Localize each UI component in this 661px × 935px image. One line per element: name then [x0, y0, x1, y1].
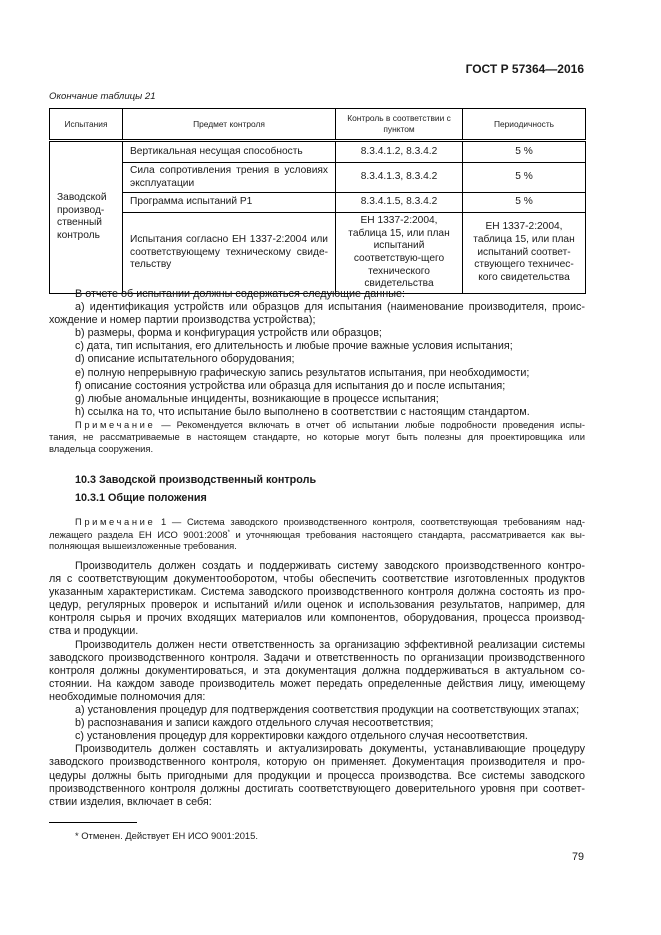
note-1 — [49, 516, 585, 551]
text-line: Производитель должен нести ответственность за организацию эффективной реализации системы — [75, 638, 585, 651]
subsection-heading: 10.3.1 Общие положения — [75, 492, 207, 504]
clause-cell: 8.3.4.1.3, 8.3.4.2 — [336, 163, 463, 193]
text-line: b) распознавания и записи каждого отдельного случая несоответствия; — [75, 717, 434, 730]
note-line: полняющая вышеизложенные требования. — [49, 539, 237, 551]
note-label: Примечание — [75, 516, 156, 527]
note-text: и уточняющая требования настоящего стандарта, рассматривается как вы- — [229, 528, 586, 540]
period-cell: ЕН 1337-2:2004, таблица 15, или план испытаний соответ-ствующего техничес-кого свидетельства — [463, 213, 586, 294]
section-heading: 10.3 Заводской производственный контроль — [75, 474, 317, 486]
subject-cell: Испытания согласно ЕН 1337-2:2004 или соответствующему техническому свиде-тельству — [123, 213, 336, 294]
text-line: указанным характеристикам. Система заводского производственного контроля должна состоять из про- — [49, 586, 585, 599]
text-line: a) идентификация устройств или образцов для испытания (наименование производителя, проис- — [75, 301, 585, 314]
text-line: c) установления процедур для корректировки каждого отдельного случая несоответствия. — [75, 730, 528, 743]
subject-cell: Вертикальная несущая способность — [123, 141, 336, 163]
text-line: стоянии. На каждом заводе производитель может передать определенные действия лицу, имеющему — [49, 677, 585, 690]
period-cell: 5 % — [463, 193, 586, 213]
text-line: Производитель должен составлять и актуализировать документы, устанавливающие процедуру — [75, 743, 585, 756]
text-line: заводского производственного контроля. Задачи и ответственность по организации производственного — [49, 651, 585, 664]
note-line — [49, 528, 585, 540]
report-contents-list — [49, 288, 585, 419]
note-label: Примечание — [75, 419, 156, 430]
text-line: Производитель должен создать и поддерживать систему заводского производственного контро- — [75, 560, 585, 572]
note-line: тания, не рассматриваемые в настоящем стандарте, но которые могут быть полезны для проектировщика или — [49, 430, 585, 442]
text-line: ля с соответствующим документооборотом, чтобы обеспечить соответствие изготовленных продуктов — [49, 573, 585, 586]
text-line: g) любые аномальные инциденты, возникающие в процессе испытания; — [75, 392, 439, 405]
document-code-header: ГОСТ Р 57364—2016 — [465, 62, 584, 76]
text-line: ствии изделия, включает в себя: — [49, 795, 212, 808]
table-header-row — [50, 109, 586, 141]
footnote-marker: * — [227, 529, 230, 536]
text-line: h) ссылка на то, что испытание было выполнено в соответствии с настоящим стандартом. — [75, 405, 530, 418]
text-line: d) описание испытательного оборудования; — [75, 353, 295, 366]
clause-cell: 8.3.4.1.5, 8.3.4.2 — [336, 193, 463, 213]
footnote: * Отменен. Действует ЕН ИСО 9001:2015. — [75, 830, 258, 841]
column-header: Испытания — [50, 109, 123, 141]
footnote-divider — [49, 822, 137, 823]
group-label-cell: Заводской производ-ственный контроль — [50, 141, 123, 294]
note-line: владельца сооружения. — [49, 442, 154, 454]
period-cell: 5 % — [463, 163, 586, 193]
text-line: необходимые полномочия для: — [49, 690, 206, 703]
text-line: b) размеры, форма и конфигурация устройств или образцов; — [75, 327, 382, 340]
text-line: c) дата, тип испытания, его длительность и любые прочие важные условия испытания; — [75, 340, 513, 353]
note-line — [49, 419, 585, 431]
control-table — [49, 108, 586, 294]
page-number: 79 — [571, 851, 584, 863]
text-line: цедур, регулярных проверок и испытаний и/или оценок и использования результатов, например, для — [49, 599, 585, 612]
text-line: В отчете об испытании должны содержаться следующие данные: — [75, 288, 405, 300]
text-line: контроля должны документироваться, и эта документация должна поддерживаться в актуальном со- — [49, 664, 585, 677]
clause-cell: 8.3.4.1.2, 8.3.4.2 — [336, 141, 463, 163]
column-header: Контроль в соответствии с пунктом — [336, 109, 463, 141]
subject-cell: Программа испытаний Р1 — [123, 193, 336, 213]
note-text: 1 — Система заводского производственного контроля, соответствующая требованиям над- — [155, 516, 585, 527]
table-row — [50, 193, 586, 213]
text-line: хождение и номер партии производства устройства); — [49, 314, 316, 327]
column-header: Периодичность — [463, 109, 586, 141]
note-text: — Рекомендуется включать в отчет об испытании любые подробности проведения испы- — [155, 419, 585, 430]
table-row — [50, 141, 586, 163]
text-line: ства и продукции. — [49, 625, 139, 638]
subject-cell: Сила сопротивления трения в условиях эксплуатации — [123, 163, 336, 193]
note-line — [49, 516, 585, 528]
text-line: a) установления процедур для подтверждения соответствия продукции на соответствующих этапах; — [75, 704, 580, 717]
body-text — [49, 560, 585, 809]
note — [49, 419, 585, 454]
text-line: e) полную непрерывную графическую запись результатов испытания, при необходимости; — [75, 366, 530, 379]
text-line: производственного контроля должны достигать соответствующего доверительного уровня при соответ- — [49, 782, 585, 795]
period-cell: 5 % — [463, 141, 586, 163]
table-caption: Окончание таблицы 21 — [49, 91, 156, 102]
table-row — [50, 163, 586, 193]
clause-cell: ЕН 1337-2:2004, таблица 15, или план испытаний соответствую-щего технического свидетельства — [336, 213, 463, 294]
text-line: f) описание состояния устройства или образца для испытания до и после испытания; — [75, 379, 506, 392]
text-line: заводского производственного контроля, которую он применяет. Документация производителя и про- — [49, 756, 585, 769]
table-row — [50, 213, 586, 294]
text-line: цедуры должны быть пригодными для продукции и процесса производства. Все системы заводского — [49, 769, 585, 782]
text-line: контроля сырья и прочих входящих материалов или компонентов, оборудования, процесса производ- — [49, 612, 585, 625]
column-header: Предмет контроля — [123, 109, 336, 141]
note-text: лежащего раздела ЕН ИСО 9001:2008 — [49, 528, 228, 540]
